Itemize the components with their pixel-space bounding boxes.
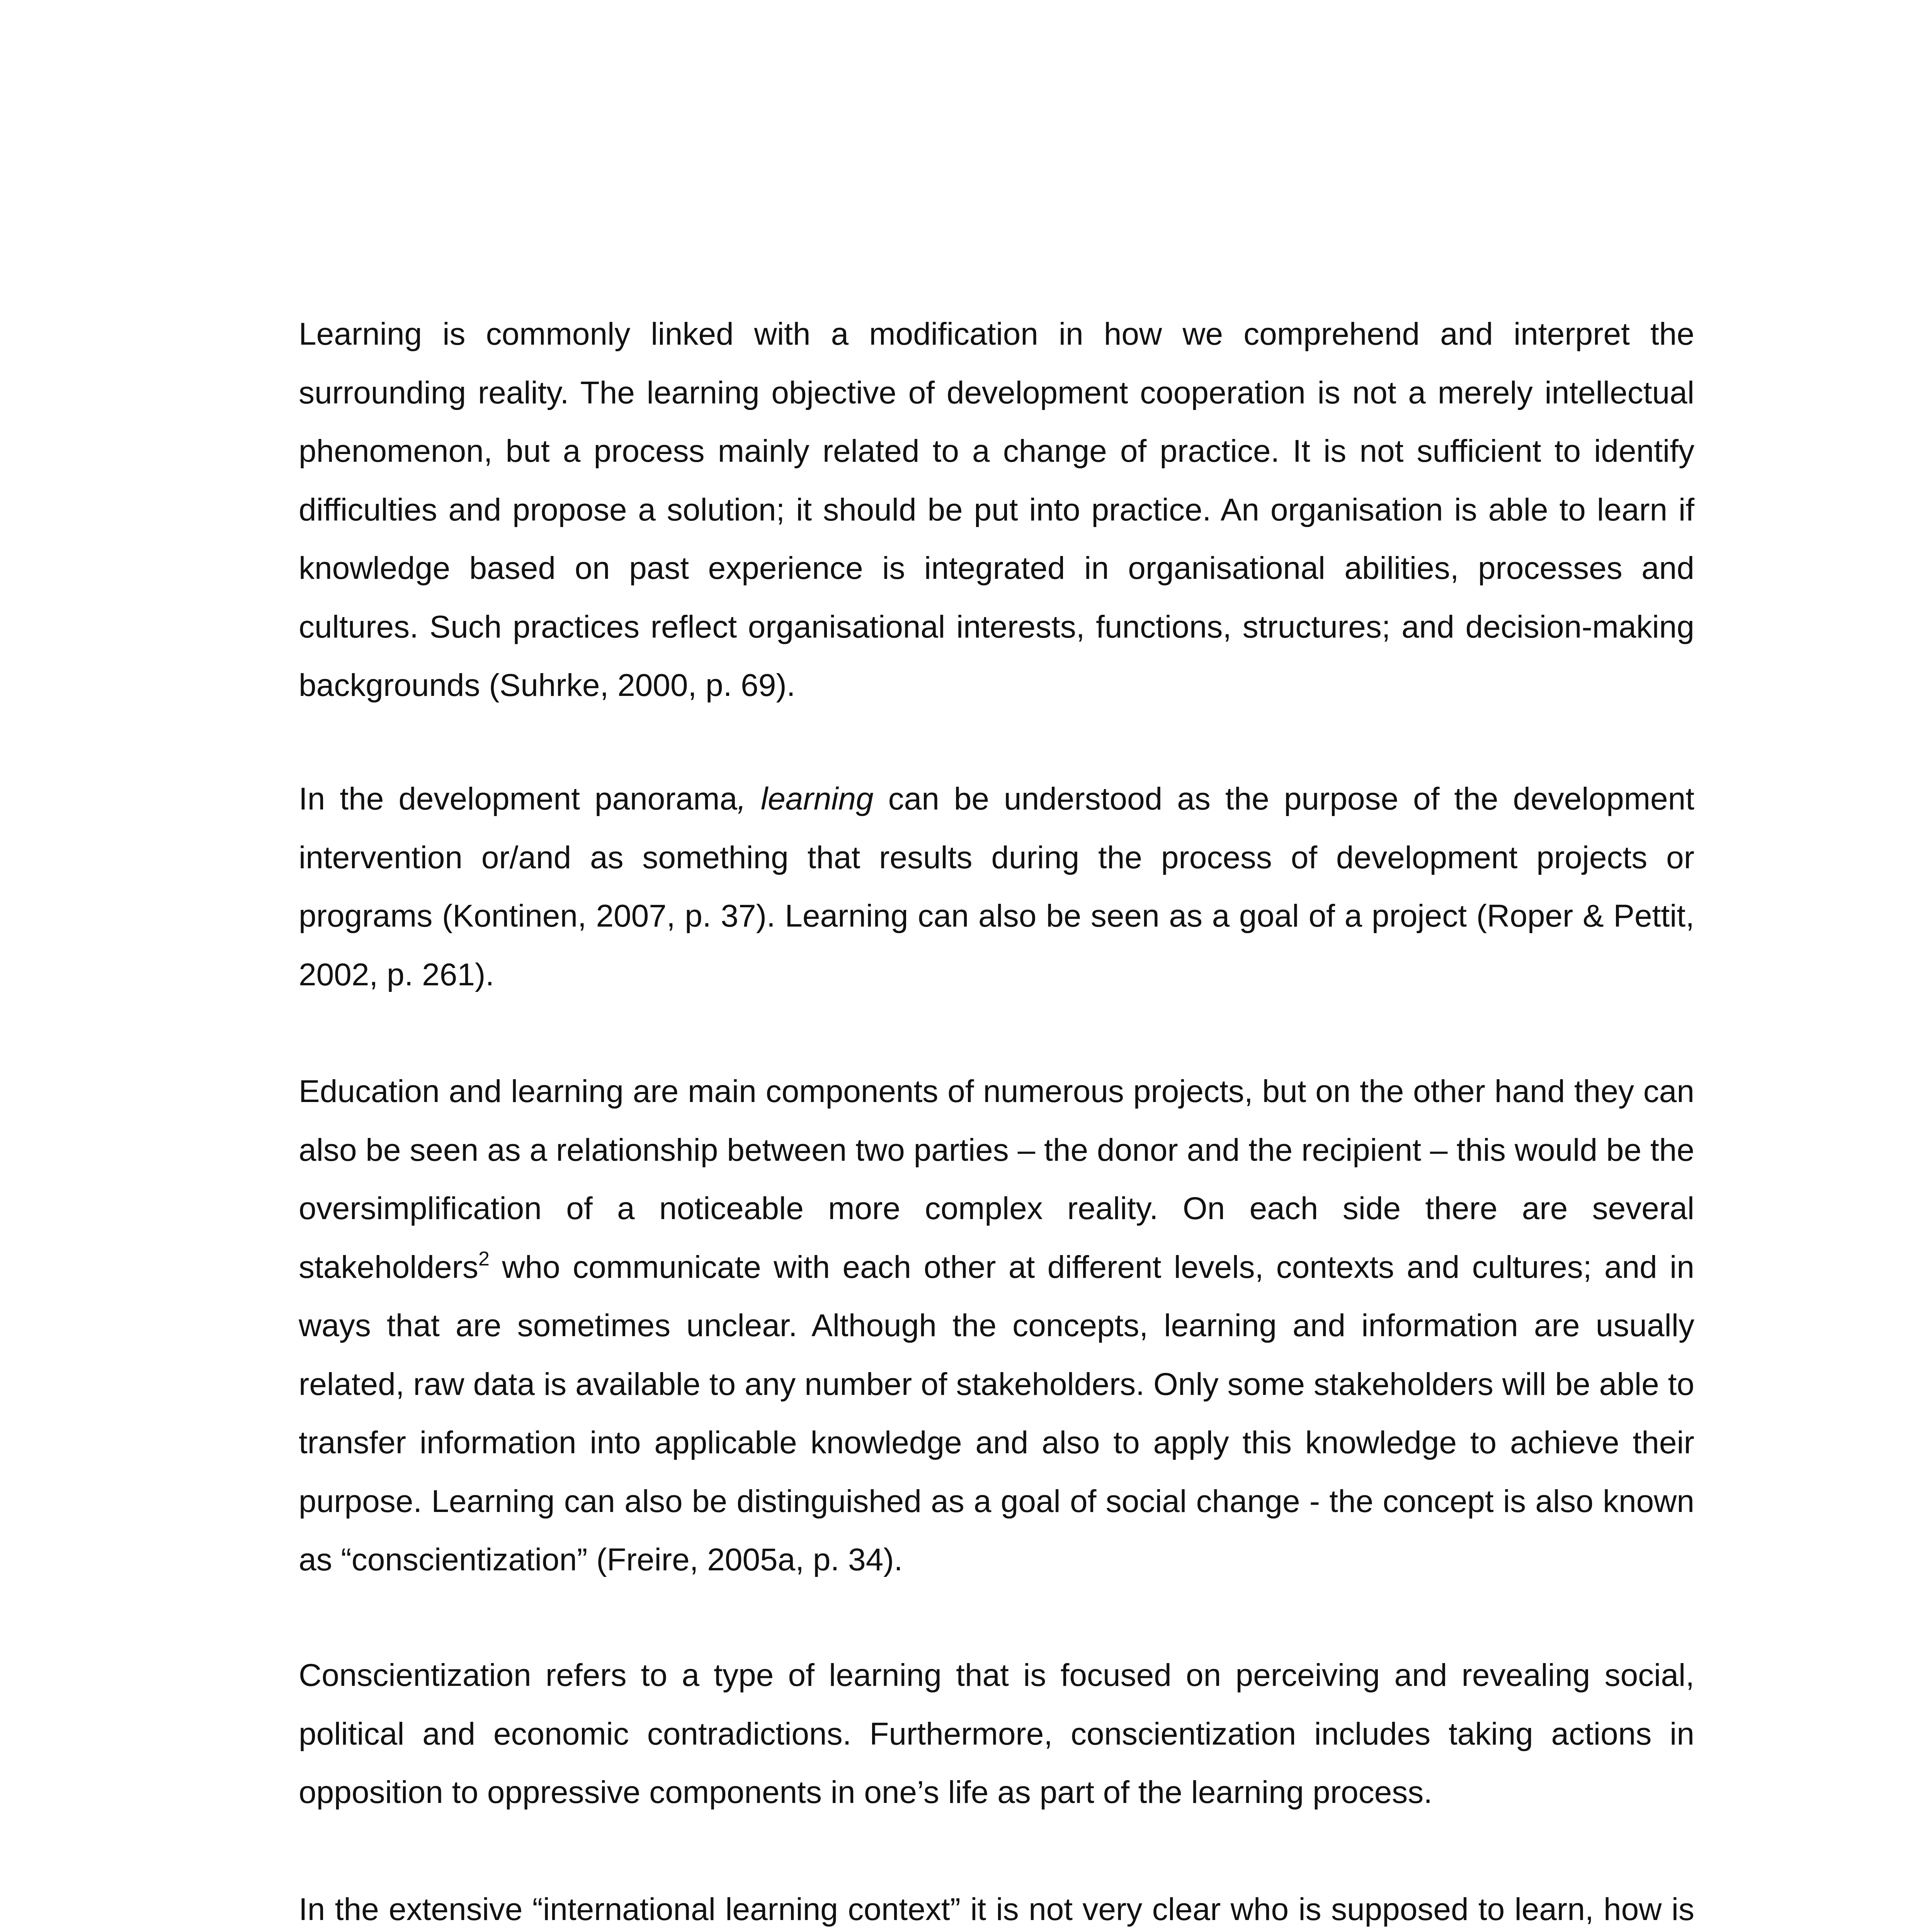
body-paragraph-4 xyxy=(299,1646,1694,1822)
body-paragraph-1 xyxy=(299,305,1694,715)
paragraph-text: Learning is commonly linked with a modification in how we comprehend and interpret the surrounding reality. The learning objective of development cooperation is not a merely intellectual phenomenon, but a process mainly related to a change of practice. It is not sufficient to identify difficulties and propose a solution; it should be put into practice. An organisation is able to learn if knowledge based on past experience is integrated in organisational abilities, processes and cultures. Such practices reflect organisational interests, functions, structures; and decision-making backgrounds (Suhrke, 2000, p. 69). xyxy=(299,316,1694,703)
paragraph-text xyxy=(299,1062,1694,1589)
body-paragraph-5 xyxy=(299,1880,1694,1932)
paragraph-text-segment: who communicate with each other at different levels, contexts and cultures; and in ways that are sometimes unclear. Although the concepts, learning and information are usually related, raw data is available to any number of stakeholders. Only some stakeholders will be able to transfer information into applicable knowledge and also to apply this knowledge to achieve their purpose. Learning can also be distinguished as a goal of social change - the concept is also known as “conscientization” (Freire, 2005a, p. 34). xyxy=(299,1249,1694,1577)
paragraph-text-segment: Education and learning are main components of numerous projects, but on the other hand they can also be seen as a relationship between two parties – the donor and the recipient – this would be the oversimplification of a noticeable more complex reality. On each side there are several stakeholders xyxy=(299,1074,1694,1285)
footnote-reference[interactable]: 2 xyxy=(478,1247,490,1270)
paragraph-text-segment: can be understood as the purpose of the development intervention or/and as something that results during the process of development projects or programs (Kontinen, 2007, p. 37). Learning can also be seen as a goal of a project (Roper & Pettit, 2002, p. 261). xyxy=(299,781,1694,992)
paragraph-text: In the extensive “international learning context” it is not very clear who is supposed to learn, how is xyxy=(299,1892,1694,1927)
body-paragraph-2 xyxy=(299,770,1694,1004)
paragraph-text: Conscientization refers to a type of learning that is focused on perceiving and revealing social, political and economic contradictions. Furthermore, conscientization includes taking actions in opposition to oppressive components in one’s life as part of the learning process. xyxy=(299,1658,1694,1810)
italic-term: , learning xyxy=(737,781,874,816)
paragraph-text-segment: In the development panorama xyxy=(299,781,738,816)
body-paragraph-3 xyxy=(299,1062,1694,1589)
paragraph-text xyxy=(299,770,1694,1004)
